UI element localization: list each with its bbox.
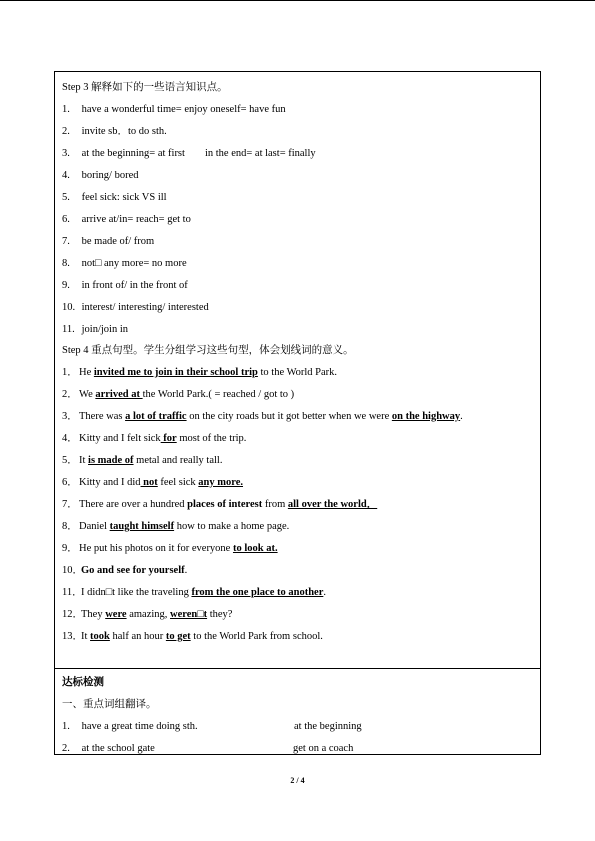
key-phrase: took [90,631,110,642]
key-phrase: taught himself [109,521,175,532]
sentence-5: 5．It is made of metal and really tall. [62,455,223,466]
item-number: 2. [62,126,70,137]
sentence-6: 6．Kitty and I did not feel sick any more. [62,477,244,488]
item-number: 10. [62,302,76,313]
item-text: arrive at/in= reach= get to [81,214,191,225]
sentence-9: 9．He put his photos on it for everyone to look at. [62,543,278,554]
item-number: 6. [62,214,70,225]
step3-item-9 [62,279,188,293]
item-text: in front of/ in the front of [81,280,188,291]
key-phrase: is made of [88,455,134,466]
sentence-4: 4．Kitty and I felt sick for most of the trip. [62,433,247,444]
key-phrase: on the highway [391,411,461,422]
key-phrase: from the one place to another [191,587,324,598]
key-phrase: to look at. [232,543,278,554]
step3-item-10 [62,301,209,315]
key-phrase: any more. [198,477,244,488]
section-divider [55,668,540,669]
sentence-11: 11．I didn□t like the traveling from the one place to another. [62,587,326,598]
step3-item-6 [62,213,191,227]
item-number: 3. [62,148,70,159]
item-text: not□ any more= no more [81,258,187,269]
item-text: join/join in [81,324,129,335]
phrase-left: at the school gate [81,743,155,754]
item-text: boring/ bored [81,170,139,181]
page-number: 2 / 4 [290,776,305,785]
step3-heading: Step 3 解释如下的一些语言知识点。 [62,82,228,93]
item-number: 1. [62,104,70,115]
sentence-7: 7．There are over a hundred places of interest from all over the world． [62,499,378,510]
item-number: 5. [62,192,70,203]
phrase-right: get on a coach [293,743,354,754]
key-phrase: for [160,433,177,444]
check-subheading: 一、重点词组翻译。 [62,699,157,710]
item-number: 8. [62,258,70,269]
sentence-10: 10．Go and see for yourself. [62,565,188,576]
sentence-12: 12．They were amazing, weren□t they? [62,609,233,620]
step3-item-7 [62,235,154,249]
key-phrase: places of interest [187,499,263,510]
step3-item-2 [62,125,167,139]
key-phrase: to get [165,631,191,642]
item-text-a: at the beginning= at first [81,148,185,159]
key-phrase: not [140,477,158,488]
item-number: 7. [62,236,70,247]
key-phrase: a lot of traffic [125,411,187,422]
item-text: be made of/ from [81,236,155,247]
key-phrase: invited me to join in their school trip [93,367,258,378]
item-text: interest/ interesting/ interested [81,302,209,313]
key-phrase: all over the world． [287,499,378,510]
content-box [54,71,541,755]
key-phrase: weren□t [170,609,208,620]
phrase-left: have a great time doing sth. [81,721,198,732]
step3-item-4 [62,169,139,183]
key-phrase: arrived at [95,389,143,400]
step3-item-5 [62,191,167,205]
item-number: 11. [62,324,75,335]
step3-item-11 [62,323,128,337]
check-heading: 达标检测 [62,677,104,688]
sentence-8: 8．Daniel taught himself how to make a home page. [62,521,290,532]
sentence-1: 1．He invited me to join in their school trip to the World Park. [62,367,338,378]
key-phrase: Go and see for yourself [81,565,185,576]
sentence-13: 13．It took half an hour to get to the World Park from school. [62,631,323,642]
item-number: 4. [62,170,70,181]
step3-item-3 [62,147,316,161]
item-text: have a wonderful time= enjoy oneself= have fun [81,104,286,115]
item-number: 9. [62,280,70,291]
page-top-rule [0,0,595,1]
step4-heading: Step 4 重点句型。学生分组学习这些句型，体会划线词的意义。 [62,345,354,356]
sentence-2: 2．We arrived at the World Park.( = reached / got to ) [62,389,295,400]
item-text: feel sick: sick VS ill [81,192,167,203]
item-text: invite sb．to do sth. [81,126,167,137]
check-row-2: 2. at the school gate get on a coach [62,743,354,754]
step3-item-8 [62,257,187,271]
step3-item-1 [62,103,286,117]
phrase-right: at the beginning [294,721,362,732]
check-row-1: 1. have a great time doing sth. at the beginning [62,721,362,732]
item-text-b: in the end= at last= finally [204,148,316,159]
sentence-3: 3．There was a lot of traffic on the city roads but it got better when we were on the highway. [62,411,463,422]
key-phrase: were [105,609,127,620]
